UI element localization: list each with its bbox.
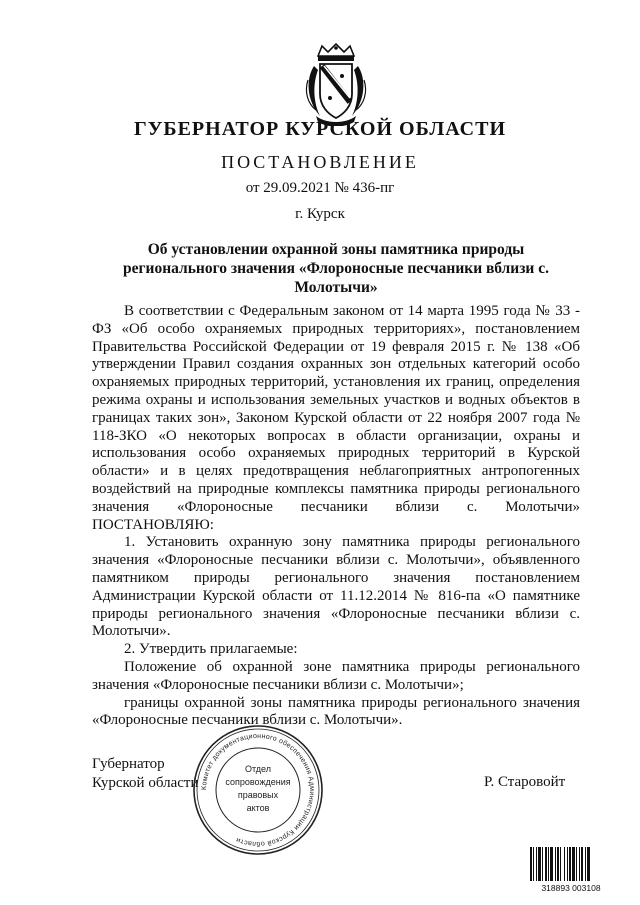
document-barcode — [528, 845, 614, 893]
stamp-line-2: сопровождения — [225, 777, 291, 787]
clause-2-item-1: Положение об охранной зоне памятника природы регионального значения «Флороносные песчаники вблизи с. Молотычи»; — [92, 658, 580, 693]
document-body — [92, 303, 580, 730]
document-type: ПОСТАНОВЛЕНИЕ — [221, 152, 419, 172]
signatory-position — [92, 755, 198, 793]
preamble-paragraph: В соответствии с Федеральным законом от 14 марта 1995 года № 33 - ФЗ «Об особо охраняемых природных территориях», постановлением Правительства Российской Федерации от 19 февраля 2015 г. № 138 «Об утверждении Правил создания охранных зон отдельных категорий особо охраняемых природных территорий, установления их границ, определения режима охраны и использования земельных участков и водных объектов в границах таких зон», Законом Курской области от 22 ноября 2007 года № 118-ЗКО «О некоторых вопросах в области организации, охраны и использования особо охраняемых природных территорий в Курской области» и в целях предотвращения неблагоприятных антропогенных воздействий на природные комплексы памятника природы регионального значения «Флороносные песчаники вблизи с. Молотычи» ПОСТАНОВЛЯЮ: — [92, 303, 580, 533]
official-stamp — [190, 722, 326, 858]
signatory-position-line1: Губернатор — [92, 756, 165, 772]
clause-2-item-2: границы охранной зоны памятника природы регионального значения «Флороносные песчаники вблизи с. Молотычи». — [92, 694, 580, 729]
clause-1-paragraph: 1. Установить охранную зону памятника природы регионального значения «Флороносные песчаники вблизи с. Молотычи», объявленного памятником природы регионального значения постановлением Администрации Курской области от 11.12.2014 № 816-па «О памятнике природы регионального значения «Флороносные песчаники вблизи с. Молотычи». — [92, 534, 580, 640]
signatory-position-line2: Курской области — [92, 775, 199, 791]
clause-2-paragraph: 2. Утвердить прилагаемые: — [124, 641, 298, 658]
coat-of-arms-icon — [300, 42, 372, 126]
signatory-name: Р. Старовойт — [484, 774, 566, 790]
document-date-number: от 29.09.2021 № 436-пг — [245, 180, 395, 196]
document-city: г. Курск — [295, 206, 345, 222]
barcode-bars — [530, 847, 590, 881]
stamp-line-4: актов — [246, 803, 270, 813]
stamp-ring-text: Комитет документационного обеспечения Администрации Курской области — [200, 732, 316, 848]
authority-title: ГУБЕРНАТОР КУРСКОЙ ОБЛАСТИ — [133, 118, 507, 140]
stamp-line-3: правовых — [237, 790, 279, 800]
barcode-number: 318893 003108 — [541, 883, 601, 893]
stamp-line-1: Отдел — [244, 764, 272, 774]
document-subject: Об установлении охранной зоны памятника природы регионального значения «Флороносные песчаники вблизи с. Молотычи» — [123, 241, 549, 296]
